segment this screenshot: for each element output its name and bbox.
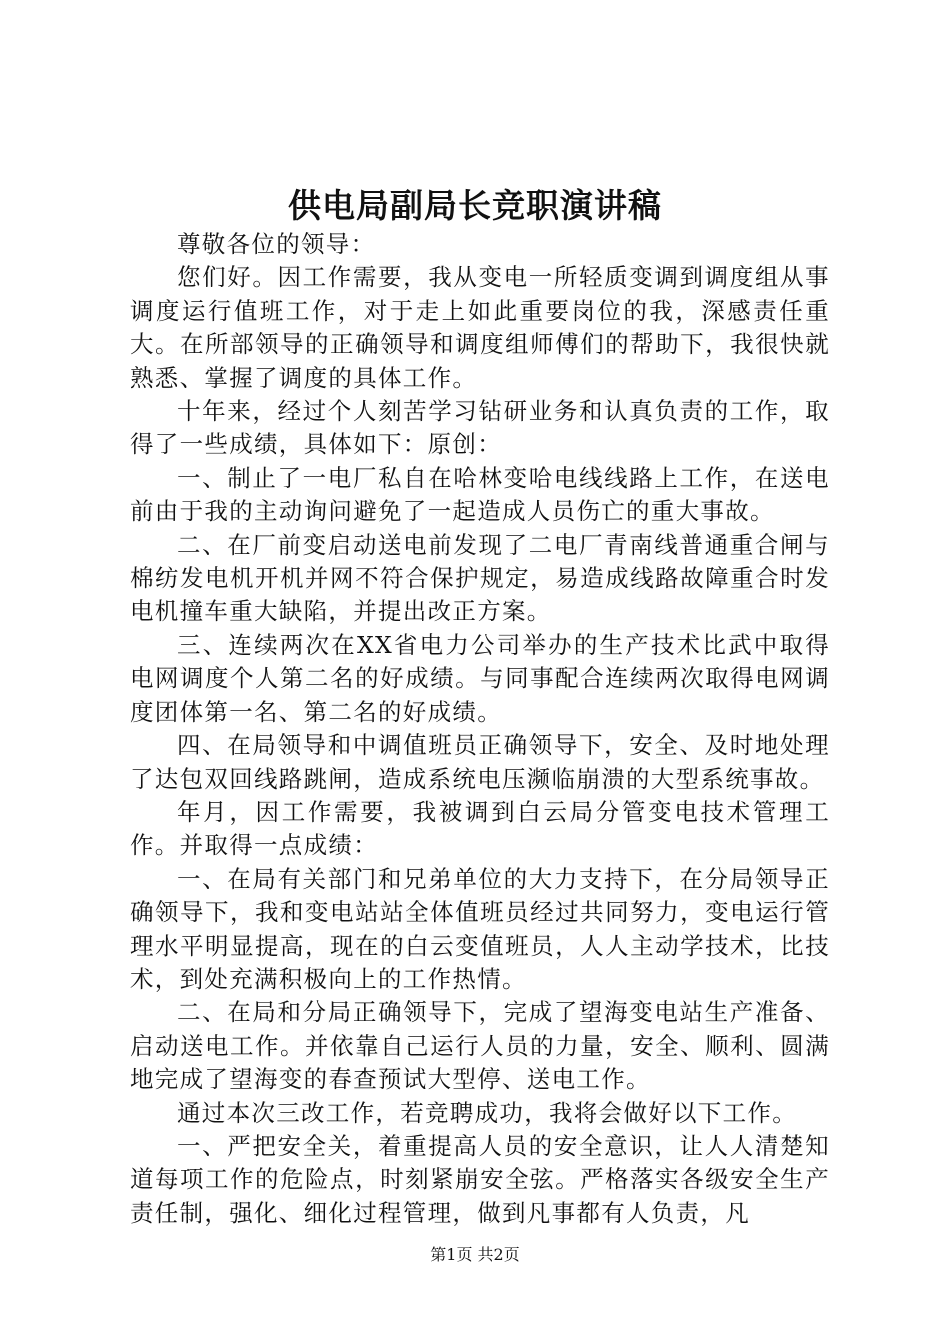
body-paragraph: 一、严把安全关，着重提高人员的安全意识，让人人清楚知道每项工作的危险点，时刻紧崩安全弦。严格落实各级安全生产责任制，强化、细化过程管理，做到凡事都有人负责，凡 <box>130 1131 830 1227</box>
body-paragraph: 您们好。因工作需要，我从变电一所轻质变调到调度组从事调度运行值班工作，对于走上如此重要岗位的我，深感责任重大。在所部领导的正确领导和调度组师傅们的帮助下，我很快就熟悉、掌握了调度的具体工作。 <box>130 263 830 392</box>
body-paragraph: 十年来，经过个人刻苦学习钻研业务和认真负责的工作，取得了一些成绩，具体如下：原创： <box>130 397 830 459</box>
body-paragraph: 一、在局有关部门和兄弟单位的大力支持下，在分局领导正确领导下，我和变电站站全体值班员经过共同努力，变电运行管理水平明显提高，现在的白云变值班员，人人主动学技术，比技术，到处充满积极向上的工作热情。 <box>130 864 830 993</box>
body-paragraph: 通过本次三改工作，若竞聘成功，我将会做好以下工作。 <box>177 1098 797 1127</box>
page-number-footer: 第1页 共2页 <box>430 1245 520 1264</box>
body-paragraph: 一、制止了一电厂私自在哈林变哈电线线路上工作，在送电前由于我的主动询问避免了一起造成人员伤亡的重大事故。 <box>130 463 830 526</box>
body-paragraph: 三、连续两次在XX省电力公司举办的生产技术比武中取得电网调度个人第二名的好成绩。与同事配合连续两次取得电网调度团体第一名、第二名的好成绩。 <box>130 630 830 726</box>
body-paragraph: 二、在局和分局正确领导下，完成了望海变电站生产准备、启动送电工作。并依靠自己运行人员的力量，安全、顺利、圆满地完成了望海变的春查预试大型停、送电工作。 <box>130 998 830 1094</box>
document-title: 供电局副局长竞职演讲稿 <box>288 186 662 225</box>
body-paragraph: 四、在局领导和中调值班员正确领导下，安全、及时地处理了达包双回线路跳闸，造成系统电压濒临崩溃的大型系统事故。 <box>130 731 830 793</box>
body-paragraph: 二、在厂前变启动送电前发现了二电厂青南线普通重合闸与棉纺发电机开机并网不符合保护规定，易造成线路故障重合时发电机撞车重大缺陷，并提出改正方案。 <box>130 530 830 626</box>
salutation: 尊敬各位的领导： <box>177 230 376 258</box>
document-body <box>130 228 830 1230</box>
body-paragraph: 年月，因工作需要，我被调到白云局分管变电技术管理工作。并取得一点成绩： <box>130 797 830 860</box>
